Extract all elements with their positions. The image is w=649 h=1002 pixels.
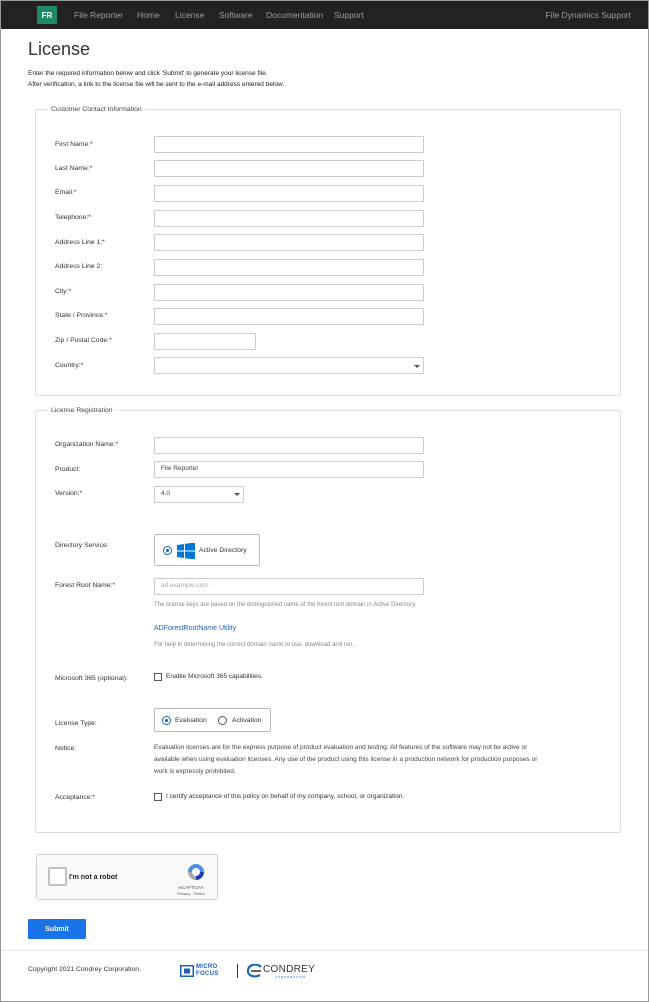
nav-documentation[interactable]: Documentation <box>266 10 324 20</box>
city-label: City:* <box>55 288 72 295</box>
activation-radio[interactable] <box>218 716 227 725</box>
active-directory-option[interactable] <box>154 534 260 566</box>
submit-button[interactable]: Submit <box>28 919 86 939</box>
version-select[interactable]: 4.0 <box>154 486 244 503</box>
acceptance-label: Acceptance:* <box>55 794 96 801</box>
zip-label: Zip / Postal Code:* <box>55 337 112 344</box>
chevron-down-icon <box>414 365 420 368</box>
brand-logo[interactable]: FR <box>37 6 57 24</box>
intro-line-2: After verification, a link to the license file will be sent to the e-mail address entered below. <box>28 81 285 88</box>
first-name-input[interactable] <box>154 136 424 153</box>
page-title: License <box>28 39 91 59</box>
active-directory-label: Active Directory <box>199 547 247 554</box>
micro-focus-text-top: MICRO <box>196 964 218 970</box>
last-name-input[interactable] <box>154 160 424 177</box>
microsoft-365-checkbox[interactable] <box>154 673 162 681</box>
recaptcha-brand: reCAPTCHA <box>178 885 204 890</box>
license-registration-legend: License Registration <box>48 407 116 414</box>
forest-root-help-text: The license keys are based on the distinguished name of the forest root domain in Active Directory. <box>154 602 417 608</box>
condrey-text: CONDREY <box>263 964 316 975</box>
acceptance-checkbox[interactable] <box>154 793 162 801</box>
address-line-2-input[interactable] <box>154 259 424 276</box>
top-navbar <box>1 1 648 29</box>
recaptcha-label: I'm not a robot <box>69 874 118 881</box>
organization-name-label: Organization Name:* <box>55 441 119 448</box>
footer-divider <box>1 950 648 951</box>
address-line-2-label: Address Line 2: <box>55 263 103 270</box>
acceptance-text: I certify acceptance of this policy on behalf of my company, school, or organization. <box>166 793 405 800</box>
micro-focus-text-bottom: FOCUS <box>196 971 219 977</box>
forest-root-name-input[interactable]: ad.example.com <box>154 578 424 595</box>
city-input[interactable] <box>154 284 424 301</box>
email-input[interactable] <box>154 185 424 202</box>
product-label: Product: <box>55 466 81 473</box>
intro-line-1: Enter the required information below and click 'Submit' to generate your license file. <box>28 70 268 77</box>
notice-label: Notice: <box>55 745 77 752</box>
condrey-swoosh-icon <box>247 964 263 978</box>
address-line-1-input[interactable] <box>154 234 424 251</box>
last-name-label: Last Name:* <box>55 165 93 172</box>
nav-home[interactable]: Home <box>137 10 160 20</box>
organization-name-input[interactable] <box>154 437 424 454</box>
logo-divider <box>237 964 238 978</box>
micro-focus-logo <box>180 964 230 978</box>
license-type-label: License Type: <box>55 720 97 727</box>
microsoft-365-option-label: Enable Microsoft 365 capabilities. <box>166 673 263 680</box>
chevron-down-icon <box>234 493 240 496</box>
evaluation-radio[interactable] <box>162 716 171 725</box>
micro-focus-mark-icon <box>180 965 194 977</box>
nav-file-dynamics-support[interactable]: File Dynamics Support <box>545 10 631 20</box>
version-label: Version:* <box>55 490 83 497</box>
zip-input[interactable] <box>154 333 256 350</box>
state-input[interactable] <box>154 308 424 325</box>
windows-icon <box>177 543 195 559</box>
country-select[interactable] <box>154 357 424 374</box>
utility-help-text: For help in determining the correct domain name to use, download and run. <box>154 642 355 648</box>
recaptcha-checkbox[interactable] <box>48 867 67 886</box>
nav-software[interactable]: Software <box>219 10 253 20</box>
condrey-corporation-text: CORPORATION <box>275 975 306 979</box>
activation-label: Activation <box>232 717 262 724</box>
telephone-label: Telephone:* <box>55 214 91 221</box>
condrey-logo <box>247 962 327 980</box>
adforestrootname-utility-link[interactable]: ADForestRootName Utility <box>154 625 237 632</box>
forest-root-name-label: Forest Root Name:* <box>55 582 116 589</box>
active-directory-radio[interactable] <box>163 546 172 555</box>
address-line-1-label: Address Line 1:* <box>55 239 105 246</box>
nav-support[interactable]: Support <box>334 10 364 20</box>
recaptcha-privacy-terms[interactable]: Privacy - Terms <box>177 891 205 896</box>
nav-file-reporter[interactable]: File Reporter <box>74 10 124 20</box>
recaptcha-widget <box>36 854 218 900</box>
copyright-text: Copyright 2021 Condrey Corporation. <box>28 966 141 973</box>
nav-license[interactable]: License <box>175 10 205 20</box>
customer-contact-legend: Customer Contact Information <box>48 106 145 113</box>
telephone-input[interactable] <box>154 210 424 227</box>
country-label: Country:* <box>55 362 84 369</box>
license-type-group <box>154 708 271 732</box>
evaluation-label: Evaluation <box>175 717 207 724</box>
microsoft-365-label: Microsoft 365 (optional): <box>55 675 128 682</box>
directory-service-label: Directory Service: <box>55 542 109 549</box>
recaptcha-icon <box>186 862 206 882</box>
product-input[interactable]: File Reporter <box>154 461 424 478</box>
first-name-label: First Name:* <box>55 141 93 148</box>
notice-text: Evaluation licenses are for the express purpose of product evaluation and testing. All features of the software may not be active or available when using evaluation licenses. Any use of the product using this license in a production network for production purposes or work is expressly prohibited. <box>154 744 538 776</box>
email-label: Email:* <box>55 189 77 196</box>
state-label: State / Province:* <box>55 312 108 319</box>
